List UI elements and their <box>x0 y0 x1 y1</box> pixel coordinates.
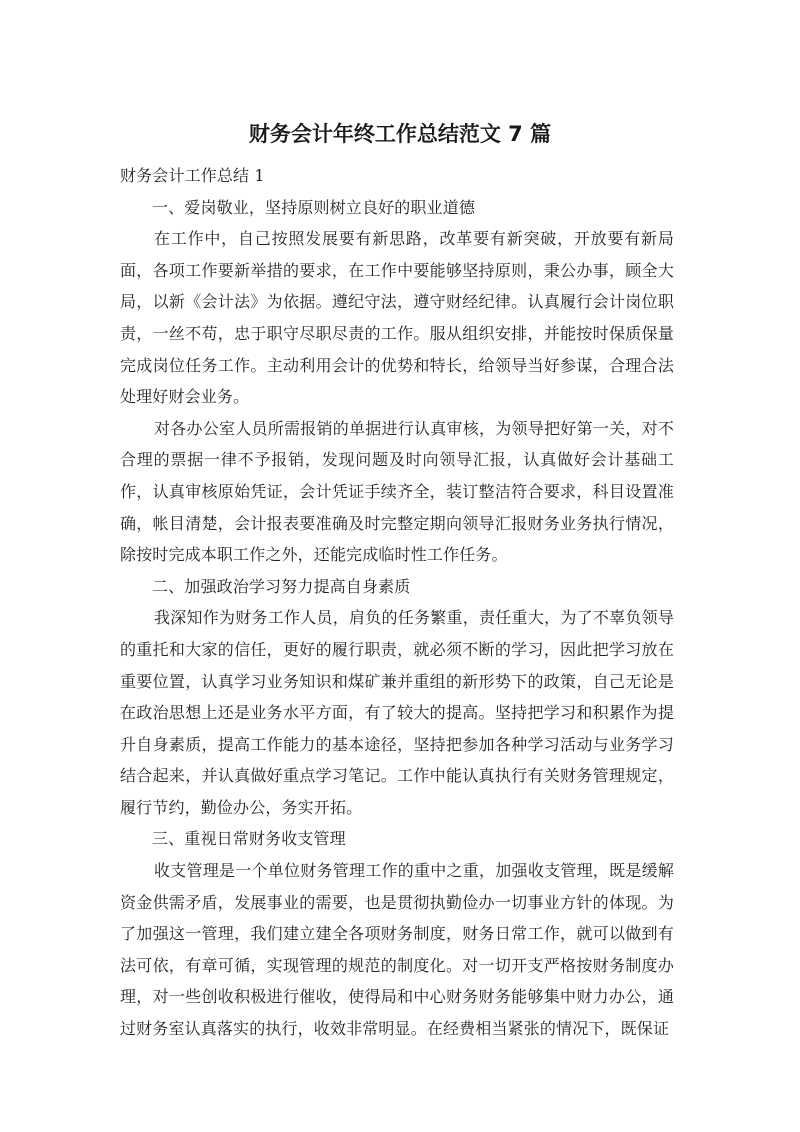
document-subtitle: 财务会计工作总结 1 <box>120 166 265 185</box>
section-heading-3: 三、重视日常财务收支管理 <box>152 829 346 849</box>
section-3-paragraph-1: 收支管理是一个单位财务管理工作的重中之重，加强收支管理，既是缓解资金供需矛盾，发展事业的需要，也是贯彻执勤俭办一切事业方针的体现。为了加强这一管理，我们建立建全各项财务制度，财务日常工作，就可以做到有法可依，有章可循，实现管理的规范的制度化。对一切开支严格按财务制度办理，对一些创收积极进行催收，使得局和中心财务财务能够集中财力办公，通过财务室认真落实的执行，收效非常明显。在经费相当紧张的情况下，既保证 <box>120 861 674 1039</box>
section-heading-2: 二、加强政治学习努力提高自身素质 <box>152 576 411 596</box>
document-body <box>120 160 674 1045</box>
document-title: 财务会计年终工作总结范文 7 篇 <box>248 122 552 146</box>
section-1-paragraph-1: 在工作中，自己按照发展要有新思路，改革要有新突破，开放要有新局面，各项工作要新举措的要求，在工作中要能够坚持原则，秉公办事，顾全大局，以新《会计法》为依据。遵纪守法，遵守财经纪律。认真履行会计岗位职责，一丝不苟，忠于职守尽职尽责的工作。服从组织安排，并能按时保质保量完成岗位任务工作。主动利用会计的优势和特长，给领导当好参谋，合理合法处理好财会业务。 <box>120 229 674 407</box>
section-1-paragraph-2: 对各办公室人员所需报销的单据进行认真审核，为领导把好第一关，对不合理的票据一律不予报销，发现问题及时向领导汇报，认真做好会计基础工作，认真审核原始凭证，会计凭证手续齐全，装订整洁符合要求，科目设置准确，帐目清楚，会计报表要准确及时完整定期向领导汇报财务业务执行情况，除按时完成本职工作之外，还能完成临时性工作任务。 <box>120 418 674 565</box>
section-2-paragraph-1: 我深知作为财务工作人员，肩负的任务繁重，责任重大，为了不辜负领导的重托和大家的信任，更好的履行职责，就必须不断的学习，因此把学习放在重要位置，认真学习业务知识和煤矿兼并重组的新形势下的政策，自己无论是在政治思想上还是业务水平方面，有了较大的提高。坚持把学习和积累作为提升自身素质，提高工作能力的基本途径，坚持把参加各种学习活动与业务学习结合起来，并认真做好重点学习笔记。工作中能认真执行有关财务管理规定，履行节约，勤俭办公，务实开拓。 <box>120 608 674 817</box>
section-heading-1: 一、爱岗敬业，坚持原则树立良好的职业道德 <box>152 197 476 217</box>
